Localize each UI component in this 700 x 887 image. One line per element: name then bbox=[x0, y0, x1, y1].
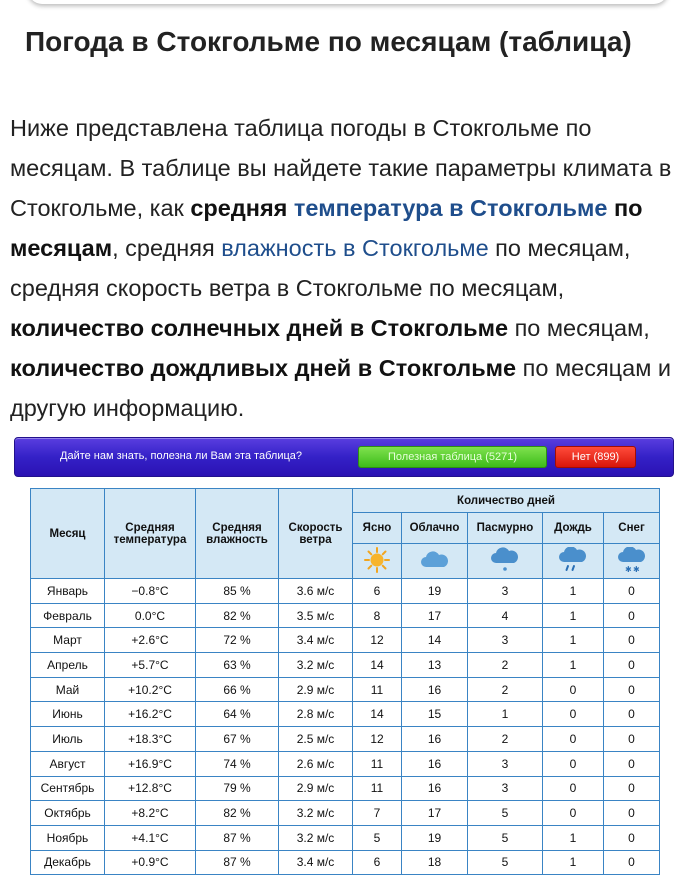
month-cell: Июнь bbox=[31, 702, 105, 727]
humidity-cell: 63 % bbox=[196, 653, 279, 678]
temp-cell: +16.2°C bbox=[105, 702, 196, 727]
overcast-cloud-icon bbox=[489, 547, 521, 576]
overcast-days-cell: 3 bbox=[468, 628, 543, 653]
temp-cell: +18.3°C bbox=[105, 727, 196, 752]
feedback-question: Дайте нам знать, полезна ли Вам эта таблица? bbox=[60, 450, 302, 462]
cloud-icon-cell bbox=[402, 544, 468, 579]
wind-cell: 3.2 м/с bbox=[279, 801, 353, 826]
intro-text: по месяцам, bbox=[508, 315, 650, 341]
temp-cell: +2.6°C bbox=[105, 628, 196, 653]
header-overcast: Пасмурно bbox=[468, 513, 543, 544]
rain-days-cell: 1 bbox=[543, 825, 604, 850]
wind-cell: 2.6 м/с bbox=[279, 751, 353, 776]
cloudy-days-cell: 17 bbox=[402, 603, 468, 628]
month-cell: Ноябрь bbox=[31, 825, 105, 850]
overcast-days-cell: 2 bbox=[468, 653, 543, 678]
page-title: Погода в Стокгольме по месяцам (таблица) bbox=[25, 26, 632, 57]
temp-cell: +4.1°C bbox=[105, 825, 196, 850]
clear-days-cell: 11 bbox=[353, 751, 402, 776]
table-row bbox=[31, 727, 660, 752]
month-cell: Май bbox=[31, 677, 105, 702]
header-rain: Дождь bbox=[543, 513, 604, 544]
wind-cell: 3.5 м/с bbox=[279, 603, 353, 628]
header-snow: Снег bbox=[604, 513, 660, 544]
table-row bbox=[31, 825, 660, 850]
rain-days-cell: 0 bbox=[543, 751, 604, 776]
snow-days-cell: 0 bbox=[604, 727, 660, 752]
feedback-bar bbox=[14, 437, 674, 477]
clear-days-cell: 12 bbox=[353, 628, 402, 653]
intro-bold-text: количество солнечных дней в Стокгольме bbox=[10, 315, 509, 341]
table-row bbox=[31, 677, 660, 702]
not-useful-button[interactable]: Нет (899) bbox=[555, 446, 636, 468]
rain-days-cell: 1 bbox=[543, 628, 604, 653]
rain-icon-cell bbox=[543, 544, 604, 579]
header-temperature: Средняя температура bbox=[105, 489, 196, 579]
snow-days-cell: 0 bbox=[604, 776, 660, 801]
clear-days-cell: 11 bbox=[353, 677, 402, 702]
humidity-cell: 79 % bbox=[196, 776, 279, 801]
temp-cell: +0.9°C bbox=[105, 850, 196, 875]
temp-cell: +8.2°C bbox=[105, 801, 196, 826]
humidity-cell: 87 % bbox=[196, 850, 279, 875]
intro-paragraph bbox=[10, 108, 680, 428]
cloudy-days-cell: 17 bbox=[402, 801, 468, 826]
header-wind: Скорость ветра bbox=[279, 489, 353, 579]
cloudy-days-cell: 15 bbox=[402, 702, 468, 727]
cloudy-days-cell: 16 bbox=[402, 677, 468, 702]
wind-cell: 2.9 м/с bbox=[279, 776, 353, 801]
wind-cell: 3.4 м/с bbox=[279, 628, 353, 653]
humidity-cell: 85 % bbox=[196, 579, 279, 604]
month-cell: Апрель bbox=[31, 653, 105, 678]
temp-cell: 0.0°C bbox=[105, 603, 196, 628]
weather-table-body bbox=[31, 579, 660, 875]
rain-cloud-icon bbox=[557, 547, 589, 576]
snow-days-cell: 0 bbox=[604, 603, 660, 628]
month-cell: Август bbox=[31, 751, 105, 776]
temperature-link[interactable]: температура в Стокгольме bbox=[293, 195, 608, 221]
table-row bbox=[31, 751, 660, 776]
temp-cell: +5.7°C bbox=[105, 653, 196, 678]
rain-days-cell: 0 bbox=[543, 801, 604, 826]
month-cell: Февраль bbox=[31, 603, 105, 628]
rain-days-cell: 0 bbox=[543, 727, 604, 752]
overcast-days-cell: 4 bbox=[468, 603, 543, 628]
overcast-icon-cell bbox=[468, 544, 543, 579]
cloudy-days-cell: 14 bbox=[402, 628, 468, 653]
clear-days-cell: 14 bbox=[353, 653, 402, 678]
rain-days-cell: 0 bbox=[543, 776, 604, 801]
temp-cell: +16.9°C bbox=[105, 751, 196, 776]
snow-days-cell: 0 bbox=[604, 825, 660, 850]
table-row bbox=[31, 603, 660, 628]
intro-bold-text: средняя bbox=[190, 195, 288, 221]
wind-cell: 2.9 м/с bbox=[279, 677, 353, 702]
table-row bbox=[31, 653, 660, 678]
sun-icon-cell bbox=[353, 544, 402, 579]
clear-days-cell: 5 bbox=[353, 825, 402, 850]
humidity-cell: 87 % bbox=[196, 825, 279, 850]
cloud-icon bbox=[419, 549, 451, 574]
clear-days-cell: 8 bbox=[353, 603, 402, 628]
snow-days-cell: 0 bbox=[604, 653, 660, 678]
overcast-days-cell: 3 bbox=[468, 751, 543, 776]
rain-days-cell: 1 bbox=[543, 603, 604, 628]
humidity-cell: 64 % bbox=[196, 702, 279, 727]
snow-days-cell: 0 bbox=[604, 801, 660, 826]
rain-days-cell: 0 bbox=[543, 677, 604, 702]
cloudy-days-cell: 13 bbox=[402, 653, 468, 678]
sun-icon bbox=[363, 546, 391, 577]
humidity-link[interactable]: влажность в Стокгольме bbox=[221, 235, 489, 261]
intro-text: , средняя bbox=[112, 235, 222, 261]
wind-cell: 3.6 м/с bbox=[279, 579, 353, 604]
rain-days-cell: 1 bbox=[543, 579, 604, 604]
month-cell: Январь bbox=[31, 579, 105, 604]
snow-days-cell: 0 bbox=[604, 677, 660, 702]
overcast-days-cell: 5 bbox=[468, 850, 543, 875]
table-row bbox=[31, 776, 660, 801]
intro-text: Ниже представлена таблица погоды в Стокгольме по месяцам. В таблице вы найдете такие параметры климата в Стокгольме, как bbox=[10, 115, 672, 221]
month-cell: Сентябрь bbox=[31, 776, 105, 801]
intro-text: по месяцам, средняя скорость ветра в Стокгольме по месяцам, bbox=[10, 235, 631, 301]
cloudy-days-cell: 19 bbox=[402, 579, 468, 604]
intro-bold-text: количество дождливых дней в Стокгольме bbox=[10, 355, 517, 381]
humidity-cell: 72 % bbox=[196, 628, 279, 653]
overcast-days-cell: 2 bbox=[468, 677, 543, 702]
svg-text:✱: ✱ bbox=[624, 564, 632, 573]
clear-days-cell: 14 bbox=[353, 702, 402, 727]
header-days-group: Количество дней bbox=[353, 489, 660, 513]
month-cell: Июль bbox=[31, 727, 105, 752]
temp-cell: +12.8°C bbox=[105, 776, 196, 801]
wind-cell: 3.2 м/с bbox=[279, 653, 353, 678]
cloudy-days-cell: 16 bbox=[402, 751, 468, 776]
table-row bbox=[31, 850, 660, 875]
wind-cell: 2.5 м/с bbox=[279, 727, 353, 752]
overcast-days-cell: 3 bbox=[468, 776, 543, 801]
snow-cloud-icon bbox=[616, 547, 648, 576]
month-cell: Март bbox=[31, 628, 105, 653]
cloudy-days-cell: 16 bbox=[402, 727, 468, 752]
humidity-cell: 82 % bbox=[196, 603, 279, 628]
table-row bbox=[31, 801, 660, 826]
header-cloudy: Облачно bbox=[402, 513, 468, 544]
snow-days-cell: 0 bbox=[604, 579, 660, 604]
overcast-days-cell: 1 bbox=[468, 702, 543, 727]
table-row bbox=[31, 702, 660, 727]
top-card-edge bbox=[28, 0, 668, 4]
header-humidity: Средняя влажность bbox=[196, 489, 279, 579]
clear-days-cell: 7 bbox=[353, 801, 402, 826]
useful-table-button[interactable]: Полезная таблица (5271) bbox=[358, 446, 547, 468]
clear-days-cell: 6 bbox=[353, 579, 402, 604]
clear-days-cell: 12 bbox=[353, 727, 402, 752]
humidity-cell: 67 % bbox=[196, 727, 279, 752]
cloudy-days-cell: 19 bbox=[402, 825, 468, 850]
wind-cell: 3.4 м/с bbox=[279, 850, 353, 875]
clear-days-cell: 11 bbox=[353, 776, 402, 801]
table-row bbox=[31, 628, 660, 653]
overcast-days-cell: 5 bbox=[468, 825, 543, 850]
snow-days-cell: 0 bbox=[604, 850, 660, 875]
svg-text:✱: ✱ bbox=[632, 564, 640, 573]
table-row bbox=[31, 579, 660, 604]
snow-days-cell: 0 bbox=[604, 702, 660, 727]
header-month: Месяц bbox=[31, 489, 105, 579]
intro-text: по месяцам и другую информацию. bbox=[10, 355, 672, 421]
rain-days-cell: 0 bbox=[543, 702, 604, 727]
month-cell: Октябрь bbox=[31, 801, 105, 826]
month-cell: Декабрь bbox=[31, 850, 105, 875]
snow-icon-cell bbox=[604, 544, 660, 579]
clear-days-cell: 6 bbox=[353, 850, 402, 875]
weather-table bbox=[30, 488, 660, 875]
temp-cell: +10.2°C bbox=[105, 677, 196, 702]
humidity-cell: 82 % bbox=[196, 801, 279, 826]
intro-bold-text: по месяцам bbox=[10, 195, 643, 261]
snow-days-cell: 0 bbox=[604, 628, 660, 653]
rain-days-cell: 1 bbox=[543, 850, 604, 875]
wind-cell: 2.8 м/с bbox=[279, 702, 353, 727]
humidity-cell: 66 % bbox=[196, 677, 279, 702]
header-clear: Ясно bbox=[353, 513, 402, 544]
rain-days-cell: 1 bbox=[543, 653, 604, 678]
snow-days-cell: 0 bbox=[604, 751, 660, 776]
overcast-days-cell: 5 bbox=[468, 801, 543, 826]
cloudy-days-cell: 18 bbox=[402, 850, 468, 875]
temp-cell: −0.8°C bbox=[105, 579, 196, 604]
cloudy-days-cell: 16 bbox=[402, 776, 468, 801]
humidity-cell: 74 % bbox=[196, 751, 279, 776]
wind-cell: 3.2 м/с bbox=[279, 825, 353, 850]
overcast-days-cell: 2 bbox=[468, 727, 543, 752]
overcast-days-cell: 3 bbox=[468, 579, 543, 604]
